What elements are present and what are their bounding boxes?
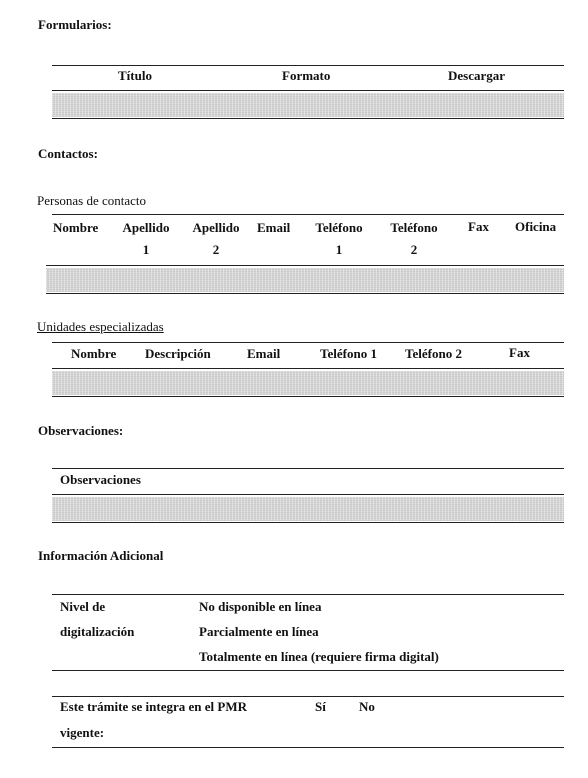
- personas-col-apellido1-line2: 1: [142, 242, 150, 257]
- formularios-top-rule: [52, 65, 564, 66]
- personas-subtitle: Personas de contacto: [37, 193, 147, 208]
- personas-col-apellido1-line1: Apellido: [122, 220, 170, 235]
- observaciones-header-rule: [52, 494, 564, 495]
- formularios-header-rule: [52, 90, 564, 91]
- observaciones-empty-row: [52, 497, 564, 521]
- personas-top-rule: [52, 214, 564, 215]
- unidades-col-telefono1: Teléfono 1: [320, 346, 377, 361]
- pmr-no-option[interactable]: No: [359, 699, 375, 714]
- personas-bottom-rule: [46, 293, 564, 294]
- personas-col-telefono1-line2: 1: [335, 242, 343, 257]
- personas-empty-row: [46, 268, 564, 292]
- pmr-top-rule: [52, 696, 564, 697]
- observaciones-bottom-rule: [52, 522, 564, 523]
- observaciones-top-rule: [52, 468, 564, 469]
- observaciones-title: Observaciones:: [38, 423, 124, 438]
- info-adicional-title: Información Adicional: [38, 548, 164, 563]
- personas-col-oficina: Oficina: [515, 219, 557, 234]
- personas-col-email: Email: [257, 220, 291, 235]
- unidades-header-rule: [52, 368, 564, 369]
- personas-col-apellido2: [188, 220, 244, 258]
- unidades-top-rule: [52, 342, 564, 343]
- observaciones-col: Observaciones: [60, 472, 141, 487]
- personas-col-fax: Fax: [468, 219, 489, 234]
- personas-col-telefono1-line1: Teléfono: [315, 220, 363, 235]
- formularios-title: Formularios:: [38, 17, 112, 32]
- unidades-col-fax: Fax: [509, 345, 530, 360]
- unidades-subtitle: Unidades especializadas: [37, 319, 164, 334]
- pmr-yes-option[interactable]: Sí: [315, 699, 326, 714]
- unidades-col-telefono2: Teléfono 2: [405, 346, 462, 361]
- nivel-label-line2: digitalización: [60, 624, 135, 639]
- formularios-col-formato: Formato: [282, 68, 331, 83]
- pmr-label-line1: Este trámite se integra en el PMR: [60, 699, 247, 714]
- personas-col-apellido2-line1: Apellido: [192, 220, 240, 235]
- personas-col-apellido2-line2: 2: [212, 242, 220, 257]
- nivel-top-rule: [52, 594, 564, 595]
- formularios-empty-row: [52, 93, 564, 117]
- personas-col-apellido1: [118, 220, 174, 258]
- personas-col-telefono1: [311, 220, 367, 258]
- formularios-col-titulo: Título: [118, 68, 152, 83]
- personas-header-rule: [46, 265, 564, 266]
- nivel-option-no-disponible[interactable]: No disponible en línea: [199, 599, 322, 614]
- personas-col-nombre: Nombre: [53, 220, 99, 235]
- nivel-option-parcialmente[interactable]: Parcialmente en línea: [199, 624, 319, 639]
- personas-col-telefono2-line1: Teléfono: [390, 220, 438, 235]
- unidades-col-nombre: Nombre: [71, 346, 117, 361]
- contactos-title: Contactos:: [38, 146, 98, 161]
- formularios-bottom-rule: [52, 118, 564, 119]
- unidades-bottom-rule: [52, 396, 564, 397]
- unidades-col-descripcion: Descripción: [145, 346, 211, 361]
- pmr-label-line2: vigente:: [60, 725, 105, 740]
- personas-col-telefono2-line2: 2: [410, 242, 418, 257]
- nivel-label-line1: Nivel de: [60, 599, 106, 614]
- personas-col-telefono2: [386, 220, 442, 258]
- nivel-bottom-rule: [52, 670, 564, 671]
- pmr-bottom-rule: [52, 747, 564, 748]
- unidades-empty-row: [52, 371, 564, 395]
- nivel-option-totalmente[interactable]: Totalmente en línea (requiere firma digital): [199, 649, 439, 664]
- unidades-col-email: Email: [247, 346, 281, 361]
- formularios-col-descargar: Descargar: [448, 68, 506, 83]
